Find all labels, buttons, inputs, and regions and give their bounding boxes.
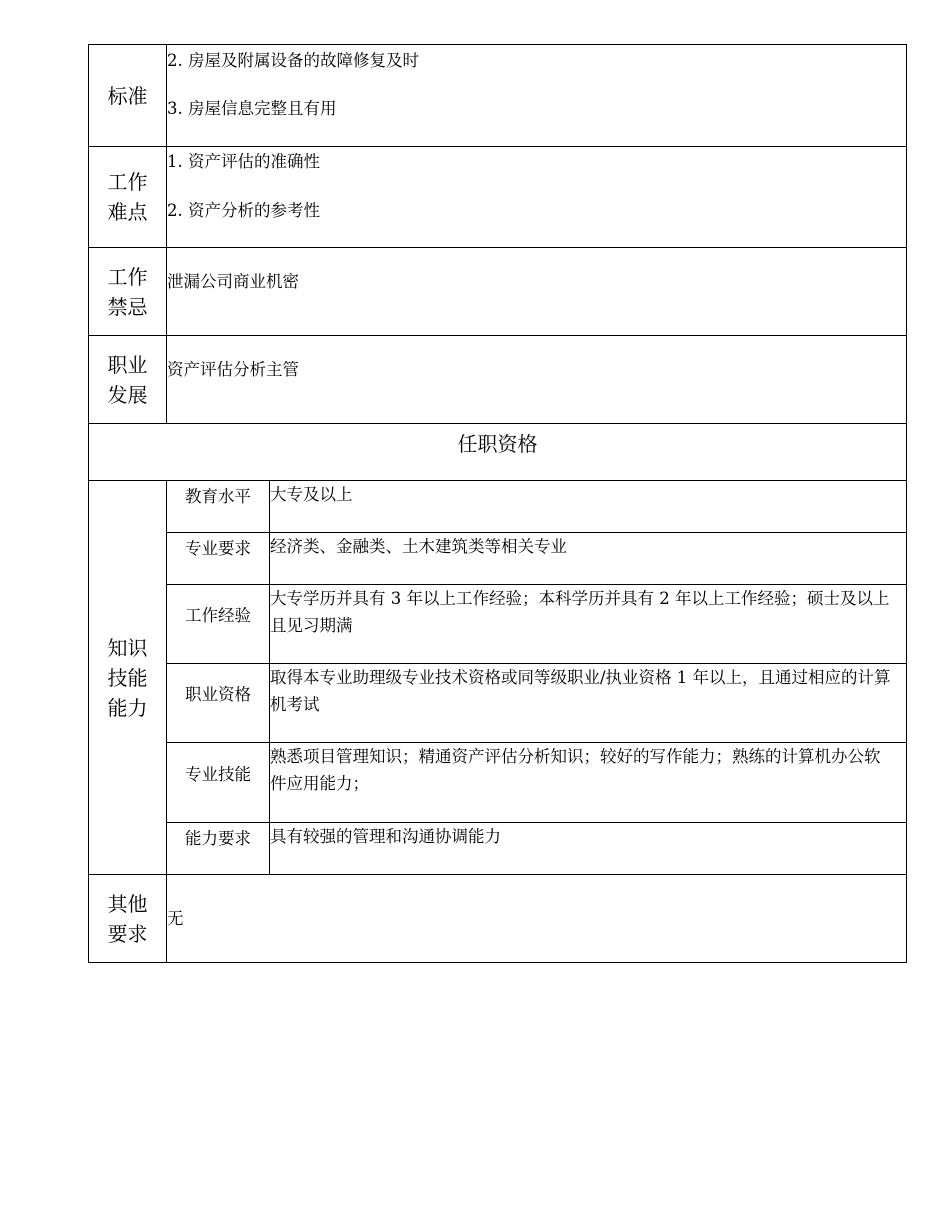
qualification-item — [89, 481, 907, 533]
standard-line-3: 3. 房屋信息完整且有用 — [167, 99, 337, 118]
education-value: 大专及以上 — [270, 481, 907, 533]
difficulty-line-1: 1. 资产评估的准确性 — [167, 152, 320, 171]
taboo-row — [89, 248, 907, 336]
experience-value: 大专学历并具有 3 年以上工作经验；本科学历并具有 2 年以上工作经验；硕士及以上且见习期满 — [270, 585, 907, 664]
skill-value: 熟悉项目管理知识；精通资产评估分析知识；较好的写作能力；熟练的计算机办公软件应用能力； — [270, 743, 907, 823]
major-value: 经济类、金融类、土木建筑类等相关专业 — [270, 533, 907, 585]
certificate-label: 职业资格 — [167, 664, 270, 743]
job-description-table — [88, 44, 907, 963]
other-content: 无 — [167, 875, 907, 963]
difficulty-row — [89, 147, 907, 248]
education-label: 教育水平 — [167, 481, 270, 533]
skills-group-label: 知识 技能 能力 — [89, 481, 167, 875]
standard-line-2: 2. 房屋及附属设备的故障修复及时 — [167, 51, 419, 70]
certificate-value: 取得本专业助理级专业技术资格或同等级职业/执业资格 1 年以上，且通过相应的计算机考试 — [270, 664, 907, 743]
standard-row — [89, 45, 907, 147]
other-row — [89, 875, 907, 963]
qualification-item — [89, 743, 907, 823]
qualification-item — [89, 823, 907, 875]
difficulty-label: 工作 难点 — [89, 147, 167, 248]
difficulty-line-2: 2. 资产分析的参考性 — [167, 201, 320, 220]
difficulty-content — [167, 147, 907, 248]
skill-label: 专业技能 — [167, 743, 270, 823]
standard-content — [167, 45, 907, 147]
qualification-item — [89, 585, 907, 664]
taboo-content: 泄漏公司商业机密 — [167, 248, 907, 336]
ability-label: 能力要求 — [167, 823, 270, 875]
career-label: 职业 发展 — [89, 336, 167, 424]
qualification-heading-row — [89, 424, 907, 481]
qualification-heading: 任职资格 — [89, 424, 907, 481]
career-row — [89, 336, 907, 424]
major-label: 专业要求 — [167, 533, 270, 585]
ability-value: 具有较强的管理和沟通协调能力 — [270, 823, 907, 875]
taboo-label: 工作 禁忌 — [89, 248, 167, 336]
experience-label: 工作经验 — [167, 585, 270, 664]
standard-label: 标准 — [89, 45, 167, 147]
career-content: 资产评估分析主管 — [167, 336, 907, 424]
qualification-item — [89, 664, 907, 743]
other-label: 其他 要求 — [89, 875, 167, 963]
qualification-item — [89, 533, 907, 585]
